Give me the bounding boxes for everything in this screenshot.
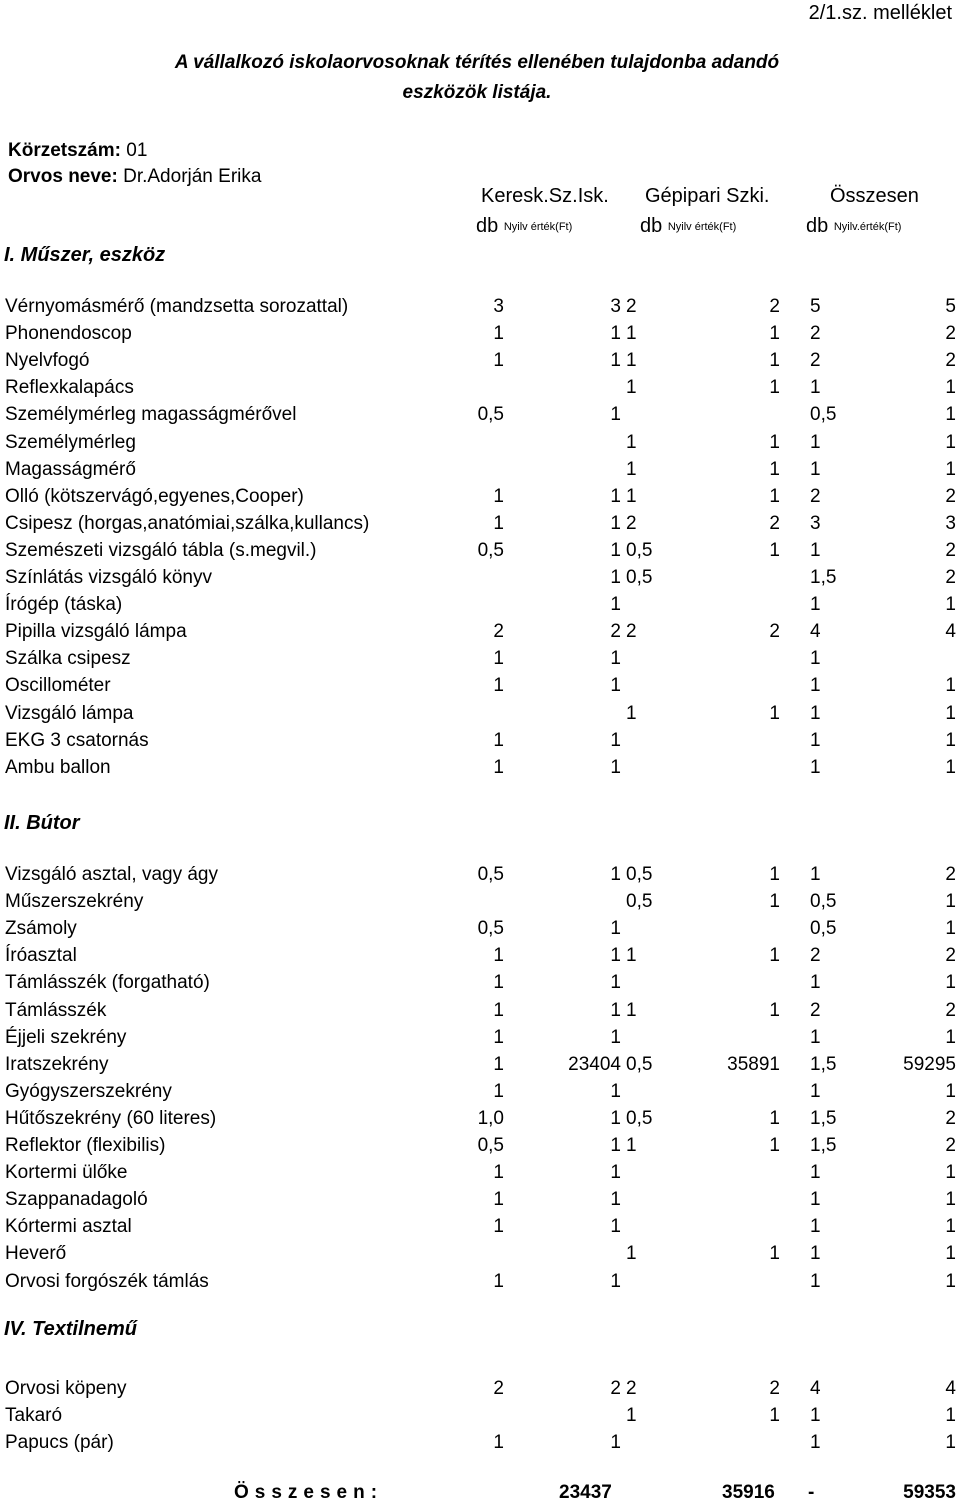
cell-gepipari-db: 2 — [626, 1378, 637, 1399]
cell-keresk-db: 2 — [493, 621, 504, 642]
cell-osszesen-db: 1 — [810, 972, 821, 993]
total-osszesen-value: 59353 — [903, 1482, 956, 1503]
cell-item-name: Zsámoly — [5, 918, 77, 939]
cell-keresk-db: 1 — [493, 1000, 504, 1021]
cell-osszesen-value: 1 — [945, 1027, 956, 1048]
cell-osszesen-db: 1 — [810, 1432, 821, 1453]
cell-gepipari-value: 1 — [769, 864, 780, 885]
cell-gepipari-db: 1 — [626, 1135, 637, 1156]
cell-gepipari-db: 2 — [626, 513, 637, 534]
cell-osszesen-db: 1,5 — [810, 567, 837, 588]
cell-keresk-value: 1 — [610, 350, 621, 371]
doctor-line — [8, 166, 261, 188]
cell-osszesen-db: 1 — [810, 703, 821, 724]
cell-keresk-db: 1 — [493, 730, 504, 751]
cell-keresk-db: 1 — [493, 972, 504, 993]
cell-gepipari-value: 1 — [769, 945, 780, 966]
cell-gepipari-db: 1 — [626, 1243, 637, 1264]
cell-osszesen-db: 1 — [810, 1243, 821, 1264]
cell-keresk-db: 0,5 — [477, 864, 504, 885]
cell-keresk-db: 0,5 — [477, 1135, 504, 1156]
cell-osszesen-value: 1 — [945, 377, 956, 398]
cell-item-name: Támlásszék (forgatható) — [5, 972, 210, 993]
table-row — [0, 1271, 960, 1298]
table-row — [0, 513, 960, 540]
cell-item-name: Éjjeli szekrény — [5, 1027, 127, 1048]
cell-osszesen-value: 1 — [945, 404, 956, 425]
table-row — [0, 567, 960, 594]
cell-osszesen-value: 2 — [945, 350, 956, 371]
cell-item-name: Papucs (pár) — [5, 1432, 114, 1453]
cell-osszesen-value: 1 — [945, 1189, 956, 1210]
cell-osszesen-value: 4 — [945, 621, 956, 642]
cell-osszesen-db: 1 — [810, 1405, 821, 1426]
cell-gepipari-db: 1 — [626, 486, 637, 507]
table-row — [0, 540, 960, 567]
cell-osszesen-value: 2 — [945, 323, 956, 344]
cell-item-name: Vérnyomásmérő (mandzsetta sorozattal) — [5, 296, 349, 317]
cell-osszesen-db: 1 — [810, 432, 821, 453]
cell-keresk-value: 23404 — [568, 1054, 621, 1075]
subheader-db-2: db — [640, 215, 663, 237]
cell-keresk-db: 1 — [493, 757, 504, 778]
subheader-group-1 — [476, 215, 572, 238]
table-row — [0, 1378, 960, 1405]
cell-keresk-value: 1 — [610, 540, 621, 561]
group-header-osszesen: Összesen — [830, 185, 919, 207]
cell-osszesen-value: 1 — [945, 1432, 956, 1453]
cell-item-name: Orvosi köpeny — [5, 1378, 127, 1399]
cell-item-name: Reflektor (flexibilis) — [5, 1135, 166, 1156]
cell-keresk-db: 1 — [493, 675, 504, 696]
cell-gepipari-db: 0,5 — [626, 540, 653, 561]
cell-osszesen-db: 4 — [810, 621, 821, 642]
cell-osszesen-db: 1 — [810, 1189, 821, 1210]
cell-item-name: Vizsgáló asztal, vagy ágy — [5, 864, 218, 885]
document-title-line-1: A vállalkozó iskolaorvosoknak térítés ellenében tulajdonba adandó — [174, 52, 780, 73]
cell-keresk-value: 1 — [610, 513, 621, 534]
cell-keresk-db: 0,5 — [477, 918, 504, 939]
cell-keresk-db: 1 — [493, 648, 504, 669]
cell-keresk-value: 1 — [610, 1135, 621, 1156]
cell-item-name: Színlátás vizsgáló könyv — [5, 567, 212, 588]
cell-item-name: Személymérleg magasságmérővel — [5, 404, 297, 425]
cell-keresk-value: 1 — [610, 567, 621, 588]
table-row — [0, 1000, 960, 1027]
cell-item-name: Olló (kötszervágó,egyenes,Cooper) — [5, 486, 304, 507]
subheader-value-1: Nyilv érték(Ft) — [503, 221, 573, 233]
cell-item-name: Orvosi forgószék támlás — [5, 1271, 209, 1292]
cell-gepipari-value: 1 — [769, 432, 780, 453]
cell-osszesen-db: 1 — [810, 1162, 821, 1183]
table-row — [0, 1135, 960, 1162]
table-row — [0, 594, 960, 621]
subheader-group-2 — [640, 215, 736, 238]
cell-keresk-value: 1 — [610, 757, 621, 778]
cell-gepipari-value: 1 — [769, 703, 780, 724]
cell-keresk-value: 1 — [610, 1027, 621, 1048]
cell-osszesen-value: 5 — [945, 296, 956, 317]
cell-keresk-db: 2 — [493, 1378, 504, 1399]
table-row — [0, 730, 960, 757]
cell-osszesen-value: 1 — [945, 594, 956, 615]
cell-keresk-value: 1 — [610, 1189, 621, 1210]
cell-item-name: Ambu ballon — [5, 757, 111, 778]
cell-keresk-db: 1 — [493, 486, 504, 507]
cell-gepipari-db: 0,5 — [626, 891, 653, 912]
cell-item-name: Szappanadagoló — [5, 1189, 148, 1210]
cell-gepipari-db: 0,5 — [626, 864, 653, 885]
subheader-value-2: Nyilv érték(Ft) — [667, 221, 737, 233]
cell-keresk-db: 1 — [493, 1054, 504, 1075]
table-row — [0, 1405, 960, 1432]
cell-gepipari-value: 2 — [769, 621, 780, 642]
total-dash: - — [808, 1482, 815, 1503]
cell-gepipari-value: 1 — [769, 1135, 780, 1156]
cell-keresk-value: 3 — [610, 296, 621, 317]
cell-osszesen-db: 1 — [810, 377, 821, 398]
cell-item-name: Gyógyszerszekrény — [5, 1081, 172, 1102]
cell-osszesen-value: 2 — [945, 567, 956, 588]
cell-gepipari-db: 1 — [626, 945, 637, 966]
cell-osszesen-db: 1 — [810, 757, 821, 778]
cell-keresk-value: 1 — [610, 648, 621, 669]
table-row — [0, 350, 960, 377]
cell-item-name: Takaró — [5, 1405, 63, 1426]
table-row — [0, 1162, 960, 1189]
cell-gepipari-value: 1 — [769, 377, 780, 398]
group-header-keresk: Keresk.Sz.Isk. — [481, 185, 609, 207]
cell-osszesen-value: 2 — [945, 1135, 956, 1156]
table-row — [0, 1081, 960, 1108]
cell-gepipari-db: 1 — [626, 323, 637, 344]
cell-keresk-db: 1 — [493, 513, 504, 534]
doctor-value: Dr.Adorján Erika — [123, 166, 262, 187]
cell-item-name: Pipilla vizsgáló lámpa — [5, 621, 187, 642]
total-keresk-value: 23437 — [559, 1482, 612, 1503]
cell-keresk-value: 1 — [610, 972, 621, 993]
cell-gepipari-value: 1 — [769, 1000, 780, 1021]
district-line — [8, 140, 147, 162]
cell-gepipari-value: 1 — [769, 540, 780, 561]
cell-keresk-db: 1 — [493, 1027, 504, 1048]
cell-osszesen-db: 1 — [810, 1081, 821, 1102]
cell-keresk-db: 1 — [493, 1432, 504, 1453]
table-row — [0, 323, 960, 350]
cell-item-name: Kortermi ülőke — [5, 1162, 128, 1183]
cell-keresk-value: 2 — [610, 621, 621, 642]
cell-gepipari-value: 1 — [769, 486, 780, 507]
table-row — [0, 864, 960, 891]
cell-osszesen-value: 2 — [945, 1000, 956, 1021]
cell-item-name: Csipesz (horgas,anatómiai,szálka,kullancs) — [5, 513, 370, 534]
cell-osszesen-value: 1 — [945, 1271, 956, 1292]
table-row — [0, 1189, 960, 1216]
cell-osszesen-db: 1 — [810, 648, 821, 669]
cell-osszesen-value: 2 — [945, 1108, 956, 1129]
cell-item-name: Nyelvfogó — [5, 350, 90, 371]
doctor-label: Orvos neve: — [8, 166, 118, 187]
cell-keresk-value: 1 — [610, 1000, 621, 1021]
table-row — [0, 1108, 960, 1135]
group-header-gepipari: Gépipari Szki. — [645, 185, 770, 207]
cell-osszesen-value: 1 — [945, 1162, 956, 1183]
cell-gepipari-db: 1 — [626, 703, 637, 724]
table-row — [0, 918, 960, 945]
table-row — [0, 1054, 960, 1081]
cell-gepipari-value: 35891 — [727, 1054, 780, 1075]
cell-gepipari-value: 2 — [769, 513, 780, 534]
table-row — [0, 377, 960, 404]
cell-osszesen-db: 1 — [810, 594, 821, 615]
table-row — [0, 1432, 960, 1459]
cell-keresk-value: 1 — [610, 1162, 621, 1183]
table-row — [0, 432, 960, 459]
table-row — [0, 891, 960, 918]
cell-osszesen-db: 1 — [810, 1216, 821, 1237]
cell-gepipari-db: 1 — [626, 350, 637, 371]
cell-gepipari-db: 1 — [626, 377, 637, 398]
table-row — [0, 486, 960, 513]
cell-keresk-db: 1 — [493, 323, 504, 344]
cell-osszesen-db: 1,5 — [810, 1135, 837, 1156]
cell-keresk-value: 1 — [610, 404, 621, 425]
cell-keresk-value: 1 — [610, 486, 621, 507]
cell-gepipari-value: 1 — [769, 891, 780, 912]
cell-gepipari-db: 2 — [626, 296, 637, 317]
cell-gepipari-value: 1 — [769, 1108, 780, 1129]
cell-item-name: Vizsgáló lámpa — [5, 703, 134, 724]
cell-item-name: Heverő — [5, 1243, 67, 1264]
cell-osszesen-value: 1 — [945, 459, 956, 480]
table-row — [0, 757, 960, 784]
cell-gepipari-db: 0,5 — [626, 567, 653, 588]
cell-keresk-value: 1 — [610, 1108, 621, 1129]
cell-gepipari-db: 1 — [626, 1000, 637, 1021]
cell-item-name: Magasságmérő — [5, 459, 136, 480]
cell-osszesen-db: 1 — [810, 540, 821, 561]
cell-osszesen-value: 1 — [945, 1081, 956, 1102]
table-row — [0, 675, 960, 702]
cell-keresk-db: 0,5 — [477, 540, 504, 561]
subheader-group-3 — [806, 215, 901, 238]
cell-keresk-value: 1 — [610, 323, 621, 344]
cell-gepipari-value: 2 — [769, 296, 780, 317]
cell-gepipari-db: 0,5 — [626, 1054, 653, 1075]
cell-osszesen-db: 2 — [810, 350, 821, 371]
cell-osszesen-value: 1 — [945, 730, 956, 751]
district-label: Körzetszám: — [8, 140, 121, 161]
section-heading: I. Műszer, eszköz — [4, 244, 166, 266]
cell-keresk-db: 1 — [493, 1081, 504, 1102]
cell-osszesen-value: 1 — [945, 918, 956, 939]
cell-osszesen-value: 1 — [945, 972, 956, 993]
table-row — [0, 972, 960, 999]
cell-gepipari-value: 1 — [769, 459, 780, 480]
cell-keresk-db: 1 — [493, 1162, 504, 1183]
cell-item-name: Oscillométer — [5, 675, 111, 696]
cell-item-name: Phonendoscop — [5, 323, 132, 344]
cell-osszesen-db: 1 — [810, 730, 821, 751]
cell-osszesen-db: 1 — [810, 675, 821, 696]
cell-osszesen-value: 1 — [945, 703, 956, 724]
section-heading: II. Bútor — [4, 812, 80, 834]
cell-osszesen-db: 1,5 — [810, 1108, 837, 1129]
cell-osszesen-db: 2 — [810, 323, 821, 344]
total-label: Összesen: — [234, 1482, 384, 1503]
cell-osszesen-db: 0,5 — [810, 404, 837, 425]
cell-item-name: Szálka csipesz — [5, 648, 131, 669]
cell-osszesen-value: 2 — [945, 945, 956, 966]
cell-osszesen-value: 2 — [945, 486, 956, 507]
cell-gepipari-value: 1 — [769, 1405, 780, 1426]
cell-osszesen-value: 3 — [945, 513, 956, 534]
cell-keresk-db: 1 — [493, 1189, 504, 1210]
cell-gepipari-value: 1 — [769, 323, 780, 344]
cell-item-name: Írógép (táska) — [5, 594, 123, 615]
cell-osszesen-value: 1 — [945, 1243, 956, 1264]
cell-gepipari-value: 1 — [769, 350, 780, 371]
cell-keresk-db: 1 — [493, 945, 504, 966]
table-row — [0, 296, 960, 323]
cell-item-name: Reflexkalapács — [5, 377, 134, 398]
cell-keresk-value: 1 — [610, 1216, 621, 1237]
table-row — [0, 621, 960, 648]
cell-osszesen-db: 0,5 — [810, 891, 837, 912]
cell-osszesen-db: 5 — [810, 296, 821, 317]
cell-osszesen-value: 1 — [945, 757, 956, 778]
table-row — [0, 945, 960, 972]
cell-item-name: Kórtermi asztal — [5, 1216, 132, 1237]
cell-osszesen-db: 1 — [810, 1271, 821, 1292]
cell-keresk-value: 1 — [610, 918, 621, 939]
cell-item-name: Támlásszék — [5, 1000, 107, 1021]
cell-keresk-db: 1 — [493, 1216, 504, 1237]
cell-osszesen-db: 3 — [810, 513, 821, 534]
cell-keresk-value: 1 — [610, 1081, 621, 1102]
cell-gepipari-db: 1 — [626, 1405, 637, 1426]
cell-item-name: EKG 3 csatornás — [5, 730, 149, 751]
total-gepipari-value: 35916 — [722, 1482, 775, 1503]
cell-keresk-value: 1 — [610, 1432, 621, 1453]
cell-osszesen-db: 1 — [810, 1027, 821, 1048]
annex-label: 2/1.sz. melléklet — [808, 2, 952, 24]
cell-keresk-value: 1 — [610, 864, 621, 885]
cell-osszesen-db: 4 — [810, 1378, 821, 1399]
cell-osszesen-db: 1 — [810, 459, 821, 480]
table-row — [0, 1027, 960, 1054]
cell-keresk-db: 1,0 — [477, 1108, 504, 1129]
cell-osszesen-value: 1 — [945, 1216, 956, 1237]
cell-osszesen-value: 1 — [945, 1405, 956, 1426]
cell-osszesen-value: 1 — [945, 432, 956, 453]
cell-osszesen-value: 1 — [945, 675, 956, 696]
cell-keresk-value: 1 — [610, 675, 621, 696]
cell-keresk-value: 1 — [610, 594, 621, 615]
cell-item-name: Íróasztal — [5, 945, 77, 966]
table-row — [0, 1243, 960, 1270]
cell-keresk-db: 0,5 — [477, 404, 504, 425]
cell-keresk-db: 1 — [493, 350, 504, 371]
district-value: 01 — [126, 140, 148, 161]
cell-osszesen-value: 2 — [945, 540, 956, 561]
cell-osszesen-db: 2 — [810, 1000, 821, 1021]
cell-item-name: Szemészeti vizsgáló tábla (s.megvil.) — [5, 540, 317, 561]
table-row — [0, 703, 960, 730]
cell-keresk-db: 3 — [493, 296, 504, 317]
document-title-line-2: eszközök listája. — [402, 82, 552, 103]
cell-osszesen-db: 1,5 — [810, 1054, 837, 1075]
table-row — [0, 459, 960, 486]
subheader-db-3: db — [806, 215, 829, 237]
cell-keresk-value: 1 — [610, 730, 621, 751]
cell-osszesen-db: 1 — [810, 864, 821, 885]
cell-osszesen-value: 1 — [945, 891, 956, 912]
cell-gepipari-db: 1 — [626, 459, 637, 480]
cell-item-name: Személymérleg — [5, 432, 136, 453]
cell-item-name: Iratszekrény — [5, 1054, 109, 1075]
cell-osszesen-value: 4 — [945, 1378, 956, 1399]
table-row — [0, 648, 960, 675]
cell-item-name: Műszerszekrény — [5, 891, 144, 912]
cell-osszesen-value: 59295 — [903, 1054, 956, 1075]
cell-gepipari-value: 1 — [769, 1243, 780, 1264]
cell-gepipari-db: 1 — [626, 432, 637, 453]
cell-gepipari-db: 2 — [626, 621, 637, 642]
cell-gepipari-value: 2 — [769, 1378, 780, 1399]
cell-osszesen-db: 2 — [810, 945, 821, 966]
subheader-db-1: db — [476, 215, 499, 237]
cell-osszesen-db: 0,5 — [810, 918, 837, 939]
cell-keresk-value: 1 — [610, 1271, 621, 1292]
cell-gepipari-db: 0,5 — [626, 1108, 653, 1129]
cell-keresk-value: 1 — [610, 945, 621, 966]
cell-osszesen-value: 2 — [945, 864, 956, 885]
subheader-value-3: Nyilv.érték(Ft) — [833, 221, 902, 233]
cell-keresk-value: 2 — [610, 1378, 621, 1399]
cell-item-name: Hűtőszekrény (60 literes) — [5, 1108, 217, 1129]
section-heading: IV. Textilnemű — [4, 1318, 138, 1340]
table-row — [0, 1216, 960, 1243]
cell-osszesen-db: 2 — [810, 486, 821, 507]
cell-keresk-db: 1 — [493, 1271, 504, 1292]
table-row — [0, 404, 960, 431]
